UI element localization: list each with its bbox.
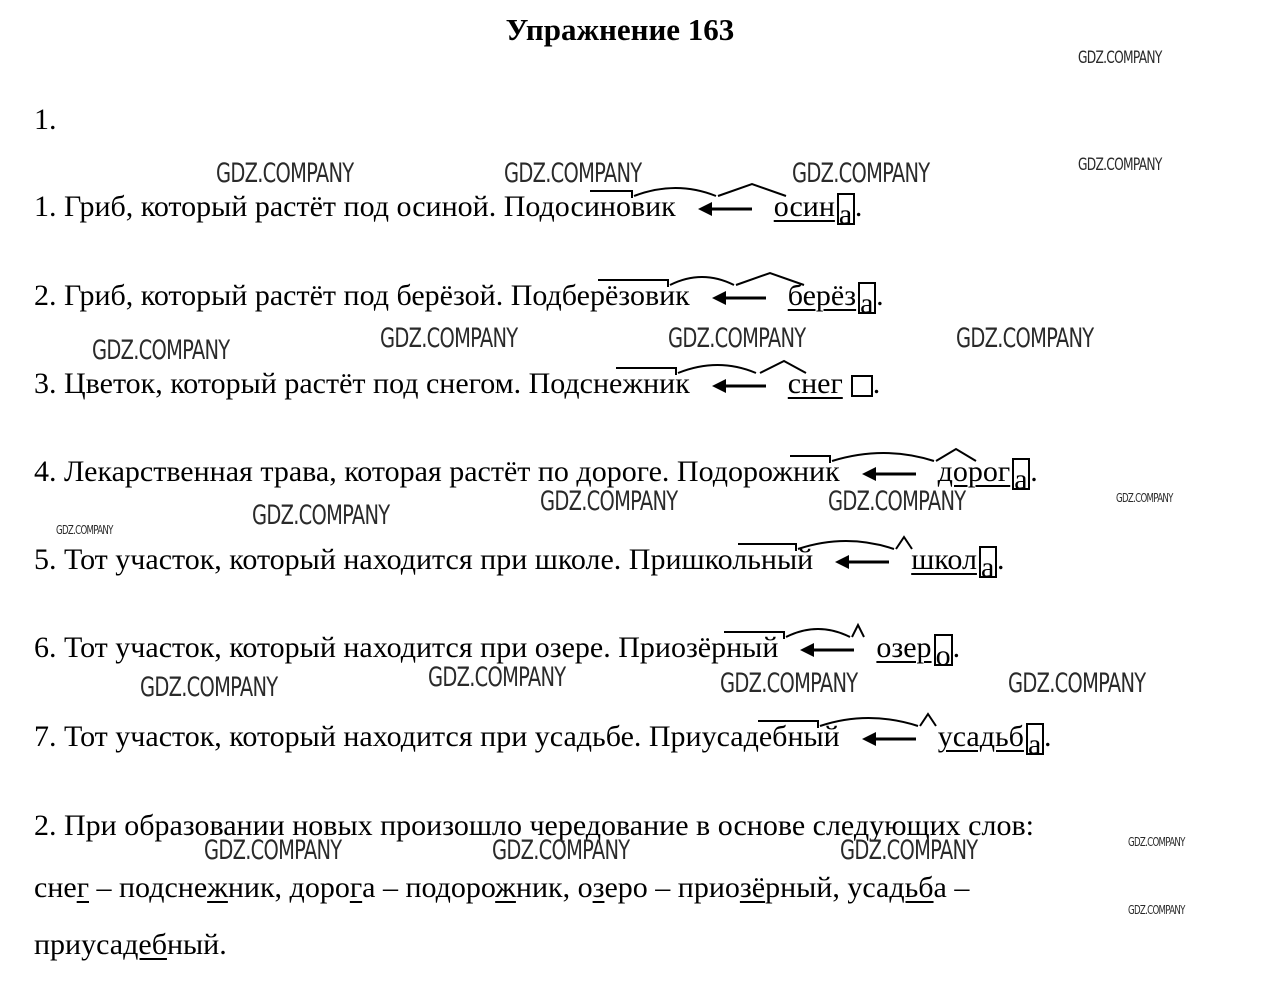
item-text: 3. Цветок, который растёт под снегом. Подснежник xyxy=(34,367,690,400)
watermark: GDZ.COMPANY xyxy=(540,486,678,517)
watermark: GDZ.COMPANY xyxy=(1128,903,1185,917)
ending-box-icon: а xyxy=(858,282,876,314)
left-arrow-icon xyxy=(698,199,754,219)
left-arrow-icon xyxy=(862,464,918,484)
ending-box-icon xyxy=(851,375,873,397)
watermark: GDZ.COMPANY xyxy=(252,500,390,531)
watermark: GDZ.COMPANY xyxy=(380,323,518,354)
watermark: GDZ.COMPANY xyxy=(840,835,978,866)
item-text: 4. Лекарственная трава, которая растёт по дороге. Подорожник xyxy=(34,455,840,488)
item-row: 3. Цветок, который растёт под снегом. Подснежник снег . xyxy=(34,367,881,400)
item-text: 2. Гриб, который растёт под берёзой. Подберёзовик xyxy=(34,279,690,312)
item-row: 6. Тот участок, который находится при озере. Приозёрный озер о. xyxy=(34,631,961,673)
ending-box-icon: а xyxy=(1026,723,1044,755)
item-row: 2. Гриб, который растёт под берёзой. Подберёзовик берёз а. xyxy=(34,279,884,321)
item-row: 5. Тот участок, который находится при школе. Пришкольный школ а. xyxy=(34,543,1005,585)
watermark: GDZ.COMPANY xyxy=(828,486,966,517)
ending-box-icon: а xyxy=(1012,458,1030,490)
watermark: GDZ.COMPANY xyxy=(492,835,630,866)
page-title: Упражнение 163 xyxy=(505,12,735,47)
watermark: GDZ.COMPANY xyxy=(504,158,642,189)
left-arrow-icon xyxy=(712,376,768,396)
part-number: 1. xyxy=(34,103,57,136)
watermark: GDZ.COMPANY xyxy=(204,835,342,866)
watermark: GDZ.COMPANY xyxy=(1116,491,1173,505)
item-text: 6. Тот участок, который находится при озере. Приозёрный xyxy=(34,631,779,664)
ending-box-icon: а xyxy=(979,546,997,578)
conclusion-line-1: 2. При образовании новых произошло чередование в основе следующих слов: xyxy=(34,809,1034,842)
item-text: 5. Тот участок, который находится при школе. Пришкольный xyxy=(34,543,814,576)
base-word: берёз xyxy=(787,279,857,312)
ending-box-icon: о xyxy=(934,634,953,666)
base-word: усадьб xyxy=(937,720,1024,753)
watermark: GDZ.COMPANY xyxy=(720,668,858,699)
left-arrow-icon xyxy=(800,640,856,660)
watermark: GDZ.COMPANY xyxy=(1128,835,1185,849)
left-arrow-icon xyxy=(835,552,891,572)
watermark: GDZ.COMPANY xyxy=(1008,668,1146,699)
watermark: GDZ.COMPANY xyxy=(792,158,930,189)
watermark: GDZ.COMPANY xyxy=(140,672,278,703)
left-arrow-icon xyxy=(862,729,918,749)
watermark: GDZ.COMPANY xyxy=(956,323,1094,354)
watermark: GDZ.COMPANY xyxy=(56,523,113,537)
watermark: GDZ.COMPANY xyxy=(428,662,566,693)
base-word: школ xyxy=(911,543,977,576)
left-arrow-icon xyxy=(712,288,768,308)
conclusion-line-3: приусадебный. xyxy=(34,928,227,961)
base-word: озер xyxy=(876,631,932,664)
watermark: GDZ.COMPANY xyxy=(1078,155,1162,175)
item-row: 7. Тот участок, который находится при усадьбе. Приусадебный усадьб а. xyxy=(34,720,1052,762)
watermark: GDZ.COMPANY xyxy=(1078,48,1162,68)
watermark: GDZ.COMPANY xyxy=(92,335,230,366)
conclusion-line-2: снег – подснежник, дорога – подорожник, озеро – приозёрный, усадьба – xyxy=(34,871,970,904)
watermark: GDZ.COMPANY xyxy=(668,323,806,354)
item-text: 1. Гриб, который растёт под осиной. Подосиновик xyxy=(34,190,676,223)
base-word: снег xyxy=(787,367,843,400)
item-row: 1. Гриб, который растёт под осиной. Подосиновик осин а. xyxy=(34,190,863,232)
ending-box-icon: а xyxy=(837,193,855,225)
base-word: дорог xyxy=(937,455,1011,488)
item-text: 7. Тот участок, который находится при усадьбе. Приусадебный xyxy=(34,720,840,753)
base-word: осин xyxy=(773,190,835,223)
watermark: GDZ.COMPANY xyxy=(216,158,354,189)
item-row: 4. Лекарственная трава, которая растёт по дороге. Подорожник дорог а. xyxy=(34,455,1038,497)
